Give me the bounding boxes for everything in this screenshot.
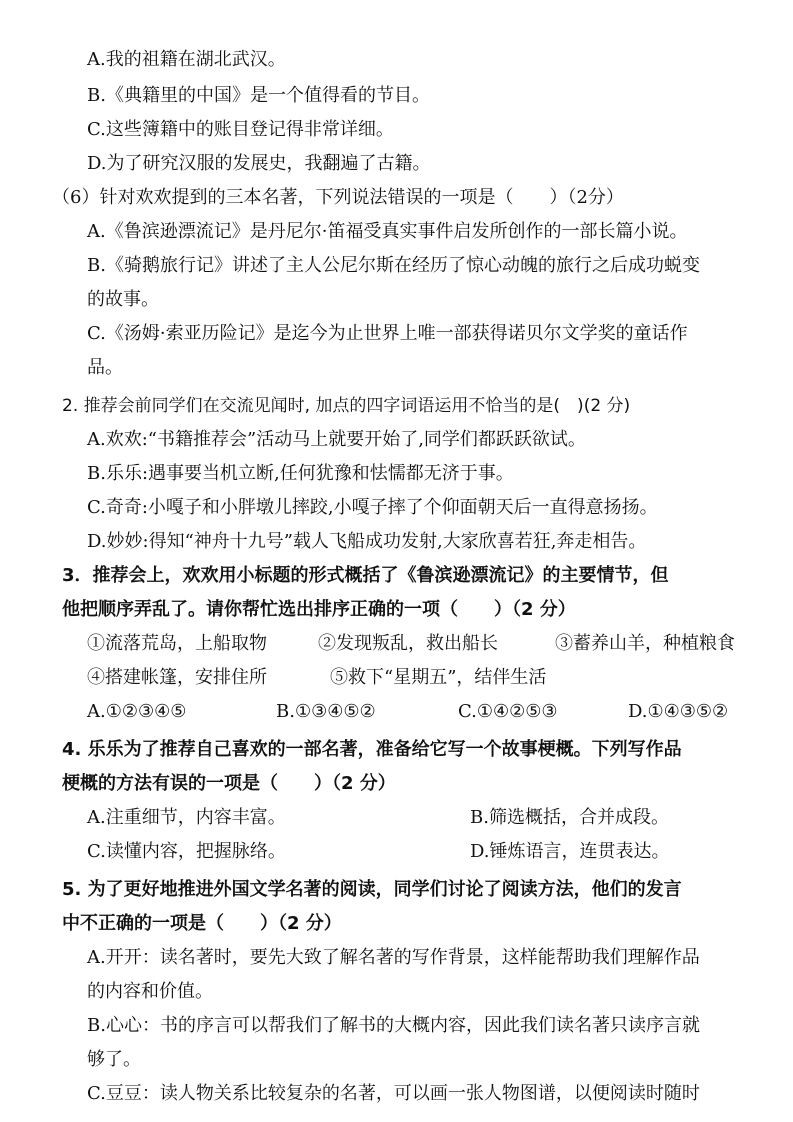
q4-option-c: C.读懂内容，把握脉络。	[87, 841, 286, 862]
q3-item-2: ②发现叛乱，救出船长	[318, 633, 498, 654]
q5-option-b-line2: 够了。	[87, 1049, 141, 1070]
q5-stem-line1: 5. 为了更好地推进外国文学名著的阅读，同学们讨论了阅读方法，他们的发言	[62, 879, 682, 900]
q1-6-option-b-line1: B.《骑鹅旅行记》讲述了主人公尼尔斯在经历了惊心动魄的旅行之后成功蜕变	[87, 255, 700, 276]
q3-option-b: B.①③④⑤②	[276, 701, 376, 722]
q2-option-d: D.妙妙:得知“神舟十九号”载人飞船成功发射,大家欣喜若狂,奔走相告。	[87, 531, 647, 552]
q4-stem-line1: 4. 乐乐为了推荐自己喜欢的一部名著，准备给它写一个故事梗概。下列写作品	[62, 739, 682, 760]
q3-stem-line2: 他把顺序弄乱了。请你帮忙选出排序正确的一项（ ）（2 分）	[62, 599, 576, 620]
q3-item-3: ③蓄养山羊，种植粮食	[555, 633, 735, 654]
q4-option-a: A.注重细节，内容丰富。	[87, 807, 286, 828]
q5-option-c-line1: C.豆豆：读人物关系比较复杂的名著，可以画一张人物图谱，以便阅读时随时	[87, 1083, 700, 1104]
q2-option-b: B.乐乐:遇事要当机立断,任何犹豫和怯懦都无济于事。	[87, 463, 514, 484]
q1-6-option-b-line2: 的故事。	[87, 289, 159, 310]
q3-stem-line1: 3．推荐会上，欢欢用小标题的形式概括了《鲁滨逊漂流记》的主要情节，但	[62, 565, 669, 586]
q1-6-stem: （6）针对欢欢提到的三本名著，下列说法错误的一项是（ ）（2分）	[52, 187, 624, 208]
q3-item-1: ①流落荒岛，上船取物	[87, 633, 267, 654]
q1-6-option-c-line2: 品。	[87, 357, 123, 378]
q5-option-a-line2: 的内容和价值。	[87, 981, 213, 1002]
q2-stem: 2. 推荐会前同学们在交流见闻时, 加点的四字词语运用不恰当的是( )(2 分)	[62, 396, 631, 416]
q1-6-option-c-line1: C.《汤姆·索亚历险记》是迄今为止世界上唯一部获得诺贝尔文学奖的童话作	[87, 323, 688, 344]
q3-item-5: ⑤救下“星期五”，结伴生活	[330, 667, 547, 688]
q4-stem-line2: 梗概的方法有误的一项是（ ）（2 分）	[62, 773, 396, 794]
q3-option-d: D.①④③⑤②	[628, 701, 729, 722]
q5-stem-line2: 中不正确的一项是（ ）（2 分）	[62, 913, 342, 934]
q3-option-a: A.①②③④⑤	[87, 701, 187, 722]
q3-item-4: ④搭建帐篷，安排住所	[87, 667, 267, 688]
q1-option-a: A.我的祖籍在湖北武汉。	[87, 49, 286, 70]
q5-option-b-line1: B.心心：书的序言可以帮我们了解书的大概内容，因此我们读名著只读序言就	[87, 1015, 700, 1036]
q2-option-a: A.欢欢:“书籍推荐会”活动马上就要开始了,同学们都跃跃欲试。	[87, 429, 586, 450]
q5-option-a-line1: A.开开：读名著时，要先大致了解名著的写作背景，这样能帮助我们理解作品	[87, 947, 700, 968]
q1-option-c: C.这些簿籍中的账目登记得非常详细。	[87, 119, 394, 140]
q1-option-b: B.《典籍里的中国》是一个值得看的节目。	[87, 85, 430, 106]
q4-option-b: B.筛选概括，合并成段。	[470, 807, 669, 828]
q4-option-d: D.锤炼语言，连贯表达。	[470, 841, 670, 862]
q1-option-d: D.为了研究汉服的发展史，我翻遍了古籍。	[87, 153, 431, 174]
q1-6-option-a: A.《鲁滨逊漂流记》是丹尼尔·笛福受真实事件启发所创作的一部长篇小说。	[87, 221, 688, 242]
q2-option-c: C.奇奇:小嘎子和小胖墩儿摔跤,小嘎子摔了个仰面朝天后一直得意扬扬。	[87, 497, 658, 518]
q3-option-c: C.①④②⑤③	[458, 701, 558, 722]
